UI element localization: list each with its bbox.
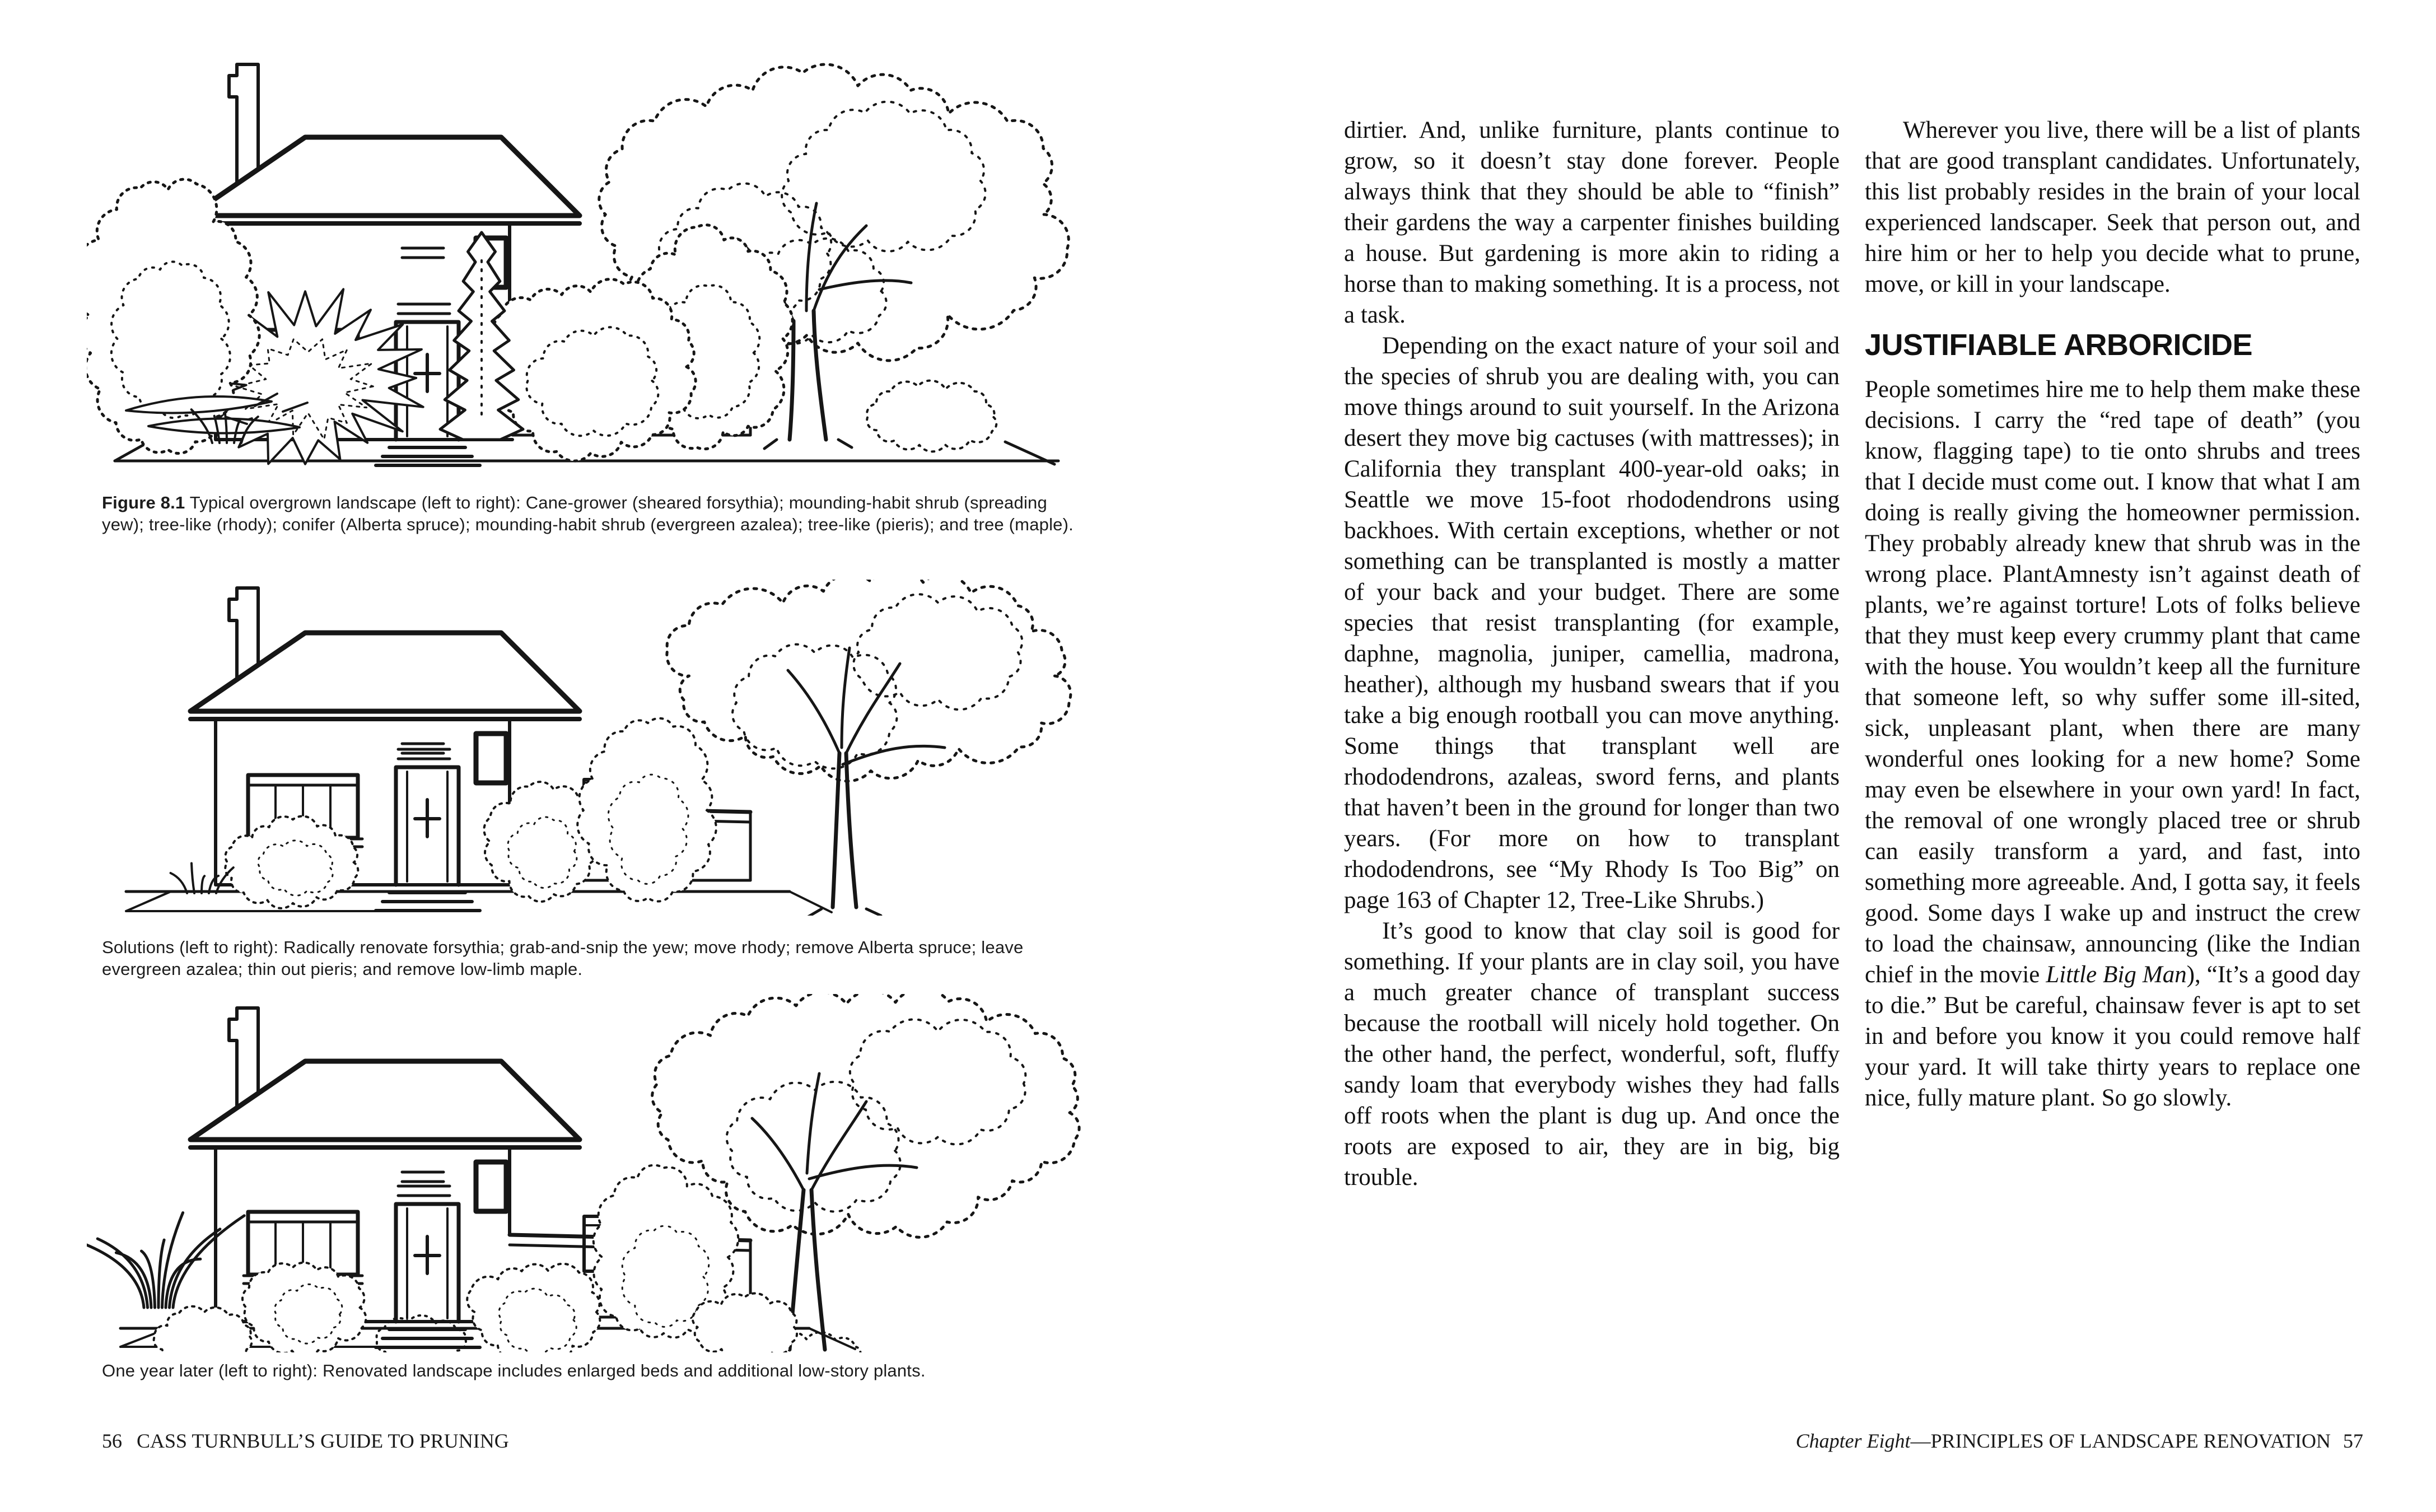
paragraph: Depending on the exact nature of your soil and the species of shrub you are dealing with, you can move things around to suit yourself. In the Arizona desert they move big cactuses (with mattresses); in California they transplant 400-year-old oaks; in Seattle we move 15-foot rhododendrons using backhoes. With certain exceptions, whether or not something can be transplanted is mostly a matter of your back and your budget. There are some species that resist transplanting (for example, daphne, magnolia, juniper, camellia, madrona, heather), although my husband swears that if you take a big enough rootball you can move anything. Some things that transplant well are rhododendrons, azaleas, sword ferns, and plants that haven’t been in the ground for longer than two years. (For more on how to transplant rhododendrons, see “My Rhody Is Too Big” on page 163 of Chapter 12, Tree-Like Shrubs.) <box>1344 333 1840 913</box>
rounded-shrub <box>467 1264 600 1352</box>
door-cross <box>415 1236 440 1273</box>
door-steps <box>376 893 480 911</box>
one-year-later-caption <box>102 1360 1076 1382</box>
roof <box>190 633 580 711</box>
azalea-shrub <box>493 279 696 461</box>
figure-8-1-caption-text: Typical overgrown landscape (left to right): Cane-grower (sheared forsythia); mounding-habit shrub (spreading yew); tree-like (rhody); conifer (Alberta spruce); mounding-habit shrub (evergreen azalea); tree-like (pieris); and tree (maple). <box>102 493 1074 534</box>
line-art-stroke <box>402 1172 444 1182</box>
figure-8-1-overgrown-landscape-drawing <box>87 48 1084 479</box>
line-art-stroke <box>398 1186 450 1196</box>
upstairs-window <box>476 1162 506 1211</box>
paragraph: Wherever you live, there will be a list of plants that are good transplant candidates. Unfortunately, this list probably resides in the brain of your local experienced landscaper. Seek that person out, and hire him or her to help you decide what to prune, move, or kill in your landscape. <box>1865 117 2360 297</box>
right-page <box>1218 0 2436 1512</box>
chapter-name: Chapter Eight <box>1795 1430 1911 1452</box>
roof <box>190 1061 580 1140</box>
low-plant <box>693 1293 797 1352</box>
figure-solutions-drawing <box>87 580 1084 916</box>
solutions-caption <box>102 936 1076 980</box>
text-column-1 <box>1344 115 1840 1193</box>
one-year-later-caption-text: One year later (left to right): Renovated landscape includes enlarged beds and additional low-story plants. <box>102 1361 926 1380</box>
ornamental-grass <box>87 1213 244 1308</box>
roof <box>190 137 580 216</box>
chapter-title: —PRINCIPLES OF LANDSCAPE RENOVATION <box>1910 1430 2331 1452</box>
paragraph: dirtier. And, unlike furniture, plants continue to grow, so it doesn’t stay done forever. People always think that they should be able to “finish” their gardens the way a carpenter finishes building a house. But gardening is more akin to riding a horse than to making something. It is a process, not a task. <box>1344 117 1840 328</box>
right-page-footer <box>1796 1429 2363 1453</box>
paragraph <box>1865 374 2360 1113</box>
low-shrub <box>867 381 996 452</box>
solutions-caption-text: Solutions (left to right): Radically renovate forsythia; grab-and-snip the yew; move rhody; remove Alberta spruce; leave evergreen azalea; thin out pieris; and remove low-limb maple. <box>102 937 1024 979</box>
door-cross <box>415 800 440 837</box>
figure-one-year-later-drawing <box>87 994 1084 1352</box>
grass-tuft <box>171 864 234 894</box>
door-cross <box>415 354 440 391</box>
solutions-landscape-illustration <box>87 580 1084 916</box>
line-art-stroke <box>402 248 444 258</box>
maple-tree-canopy <box>667 580 1071 781</box>
figure-8-1-caption <box>102 492 1076 535</box>
door-steps <box>376 447 480 465</box>
low-plant <box>154 1306 252 1352</box>
overgrown-landscape-illustration <box>87 48 1084 479</box>
text-column-2 <box>1865 115 2360 1113</box>
movie-title: Little Big Man <box>2046 962 2187 988</box>
right-page-number: 57 <box>2343 1430 2363 1452</box>
renovated-landscape-illustration <box>87 994 1084 1352</box>
line-art-stroke <box>398 304 450 314</box>
figure-8-1-label: Figure 8.1 <box>102 493 185 512</box>
left-page-footer <box>102 1429 509 1453</box>
line-art-stroke <box>808 909 881 916</box>
pieris-shrub <box>577 718 716 902</box>
paragraph: It’s good to know that clay soil is good for something. If your plants are in clay soil, you have a much greater chance of transplant success because the rootball will nicely hold together. On the other hand, the perfect, wonderful, soft, fluffy sandy loam that everybody wishes they had falls off roots when the plant is dug up. And once the roots are exposed to air, they are in big, big trouble. <box>1344 918 1840 1191</box>
line-art-stroke <box>764 440 852 449</box>
left-page-number: 56 <box>102 1430 122 1452</box>
rounded-shrub <box>242 1263 366 1352</box>
upstairs-window <box>476 734 506 783</box>
door-steps <box>376 1329 480 1347</box>
section-heading: JUSTIFIABLE ARBORICIDE <box>1865 328 2253 362</box>
paragraph-text: People sometimes hire me to help them make these decisions. I carry the “red tape of death” (you know, flagging tape) to tie onto shrubs and trees that I decide must come out. I know that what I am doing is really giving the homeowner permission. They probably already knew that shrub was in the wrong place. PlantAmnesty isn’t against death of plants, we’re against torture! Lots of folks believe that they must keep every crummy plant that came with the house. You wouldn’t keep all the furniture that someone left, so why suffer some ill-sited, sick, unpleasant plant, when there are many wonderful ones looking for a new home? Some may even be elsewhere in your own yard! In fact, the removal of one wrongly placed tree or shrub can easily transform a yard, and fast, into something more agreeable. And, I gotta say, it feels good. Some days I wake up and instruct the crew to load the chainsaw, announcing (like the Indian chief in the movie <box>1865 376 2360 988</box>
paragraph-text: ), “It’s a good day to die.” But be careful, chainsaw fever is apt to set in and before you know it you could remove half your yard. It will take thirty years to replace one nice, fully mature plant. So go slowly. <box>1865 962 2360 1111</box>
book-title: CASS TURNBULL’S GUIDE TO PRUNING <box>137 1430 509 1452</box>
